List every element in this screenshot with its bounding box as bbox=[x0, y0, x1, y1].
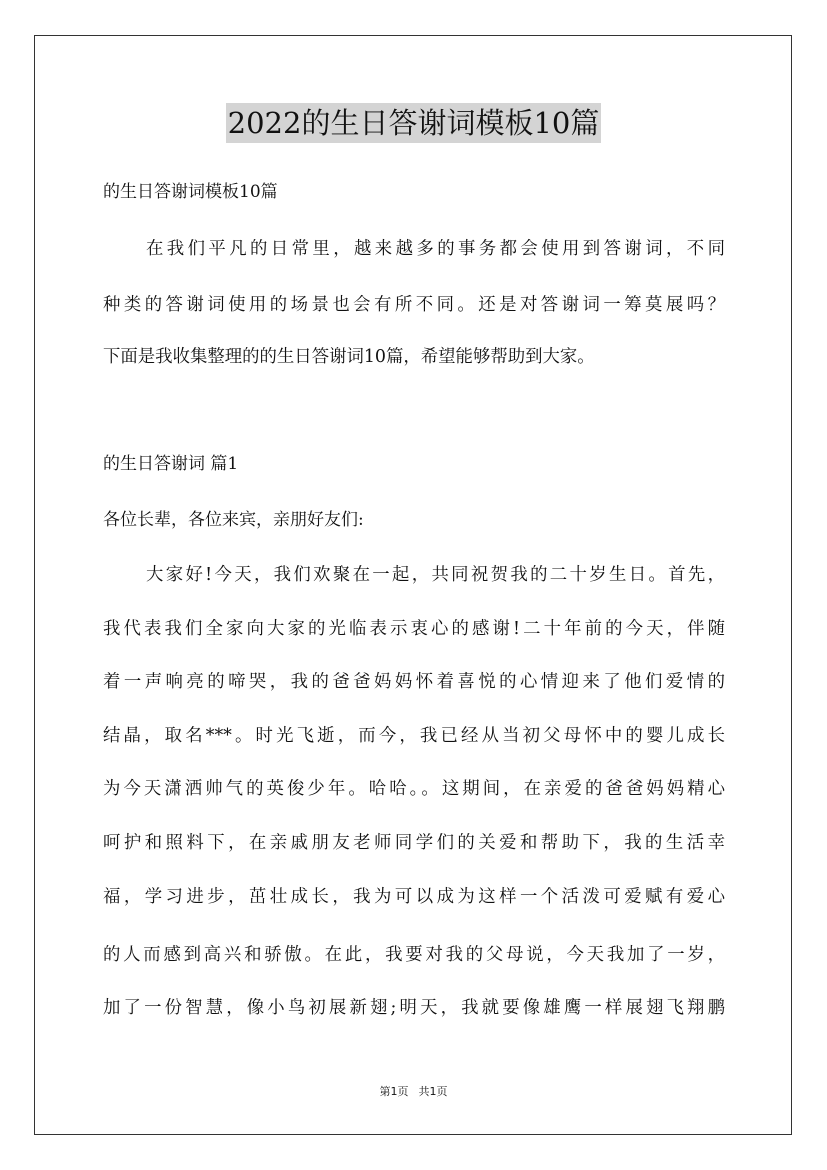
body-line: 呵护和照料下，在亲戚朋友老师同学们的关爱和帮助下，我的生活幸 bbox=[103, 833, 725, 853]
intro-line: 下面是我收集整理的的生日答谢词10篇，希望能够帮助到大家。 bbox=[103, 347, 595, 367]
body-line: 的人而感到高兴和骄傲。在此，我要对我的父母说，今天我加了一岁， bbox=[103, 945, 725, 965]
intro-line: 在我们平凡的日常里，越来越多的事务都会使用到答谢词，不同 bbox=[146, 239, 725, 259]
greeting-line: 各位长辈，各位来宾，亲朋好友们: bbox=[103, 510, 364, 530]
body-line: 大家好!今天，我们欢聚在一起，共同祝贺我的二十岁生日。首先， bbox=[146, 565, 725, 585]
document-title-text: 2022的生日答谢词模板10篇 bbox=[226, 103, 602, 143]
body-line: 我代表我们全家向大家的光临表示衷心的感谢!二十年前的今天，伴随 bbox=[103, 619, 725, 639]
page-total: 共1页 bbox=[418, 1085, 448, 1098]
page-number: 第1页 bbox=[379, 1085, 409, 1098]
body-line: 结晶，取名***。时光飞逝，而今，我已经从当初父母怀中的婴儿成长 bbox=[103, 726, 725, 746]
body-line: 加了一份智慧，像小鸟初展新翅;明天，我就要像雄鹰一样展翅飞翔鹏 bbox=[103, 998, 725, 1018]
page-footer bbox=[0, 1084, 827, 1100]
section-heading: 的生日答谢词 篇1 bbox=[103, 454, 239, 474]
body-line: 为今天潇洒帅气的英俊少年。哈哈。。这期间，在亲爱的爸爸妈妈精心 bbox=[103, 779, 725, 799]
body-line: 福，学习进步，茁壮成长，我为可以成为这样一个活泼可爱赋有爱心 bbox=[103, 887, 725, 907]
document-title bbox=[0, 103, 827, 143]
intro-line: 种类的答谢词使用的场景也会有所不同。还是对答谢词一筹莫展吗？ bbox=[103, 295, 725, 315]
document-subtitle: 的生日答谢词模板10篇 bbox=[103, 182, 278, 202]
body-line: 着一声响亮的啼哭，我的爸爸妈妈怀着喜悦的心情迎来了他们爱情的 bbox=[103, 672, 725, 692]
